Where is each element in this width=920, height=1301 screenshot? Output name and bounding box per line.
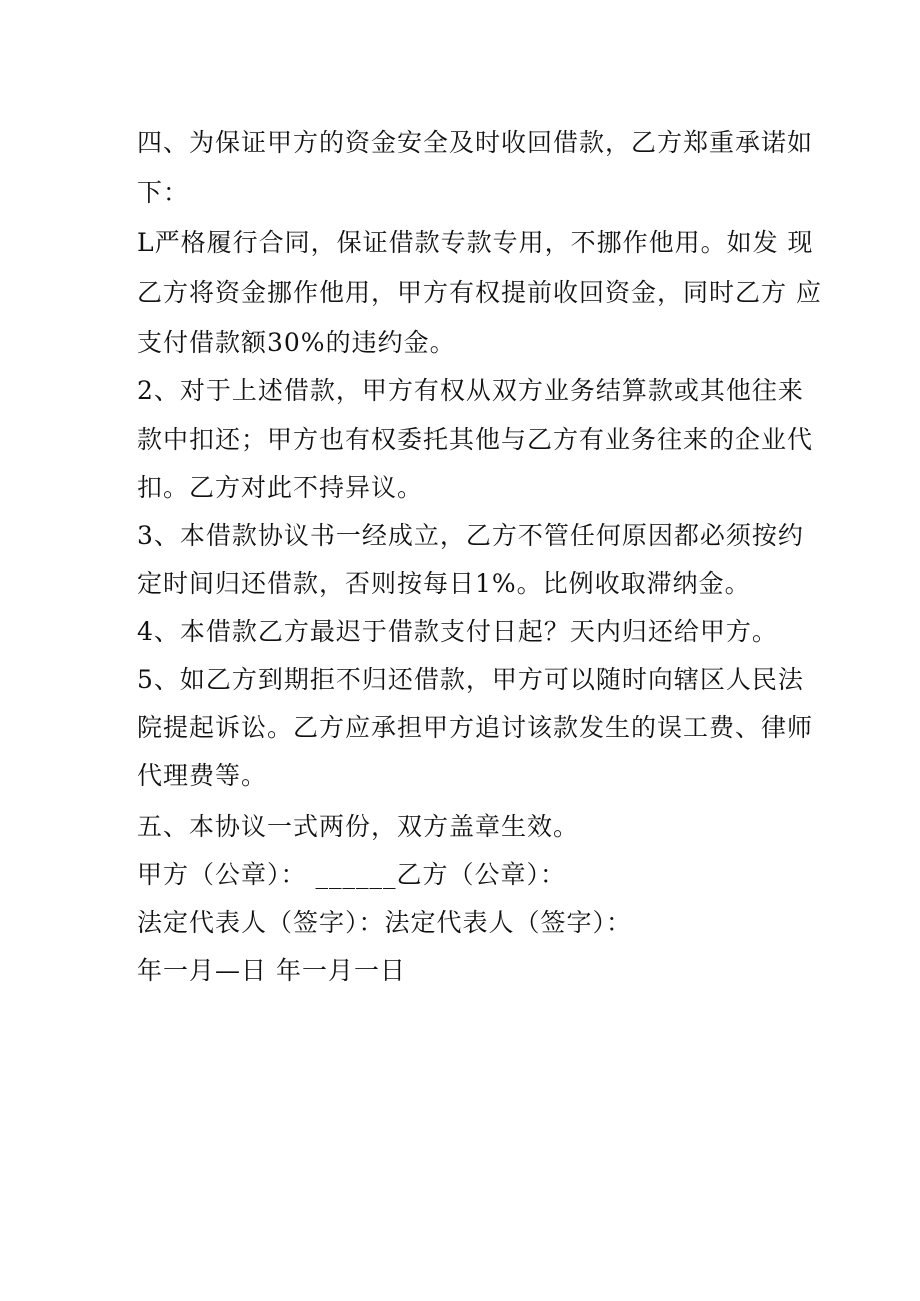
item-4-line-1: 4、本借款乙方最迟于借款支付日起？天内归还给甲方。	[137, 617, 778, 646]
item-2-line-3: 扣。乙方对此不持异议。	[137, 473, 424, 502]
signature-date-line: 年一月—日 年一月一日	[137, 956, 406, 985]
item-5-line-3: 代理费等。	[137, 761, 268, 790]
item-5-line-1: 5、如乙方到期拒不归还借款，甲方可以随时向辖区人民法	[137, 665, 804, 694]
clause-4-heading-cont: 下：	[137, 178, 190, 207]
item-1-line-1: L严格履行合同，保证借款专款专用，不挪作他用。如发 现	[137, 228, 814, 257]
clause-4-heading: 四、为保证甲方的资金安全及时收回借款，乙方郑重承诺如	[137, 128, 814, 157]
item-5-line-2: 院提起诉讼。乙方应承担甲方追讨该款发生的误工费、律师	[137, 713, 814, 742]
clause-5: 五、本协议一式两份，双方盖章生效。	[137, 812, 580, 841]
signature-representative-line: 法定代表人（签字）：法定代表人（签字）：	[137, 908, 633, 937]
item-1-line-3: 支付借款额30%的违约金。	[137, 328, 456, 357]
item-1-line-2: 乙方将资金挪作他用，甲方有权提前收回资金，同时乙方 应	[137, 278, 822, 307]
item-3-line-2: 定时间归还借款，否则按每日1%。比例收取滞纳金。	[137, 569, 751, 598]
signature-seal-line: 甲方（公章）： ______乙方（公章）：	[137, 860, 566, 889]
item-3-line-1: 3、本借款协议书一经成立，乙方不管任何原因都必须按约	[137, 521, 804, 550]
item-2-line-1: 2、对于上述借款，甲方有权从双方业务结算款或其他往来	[137, 376, 804, 405]
item-2-line-2: 款中扣还；甲方也有权委托其他与乙方有业务往来的企业代	[137, 425, 814, 454]
